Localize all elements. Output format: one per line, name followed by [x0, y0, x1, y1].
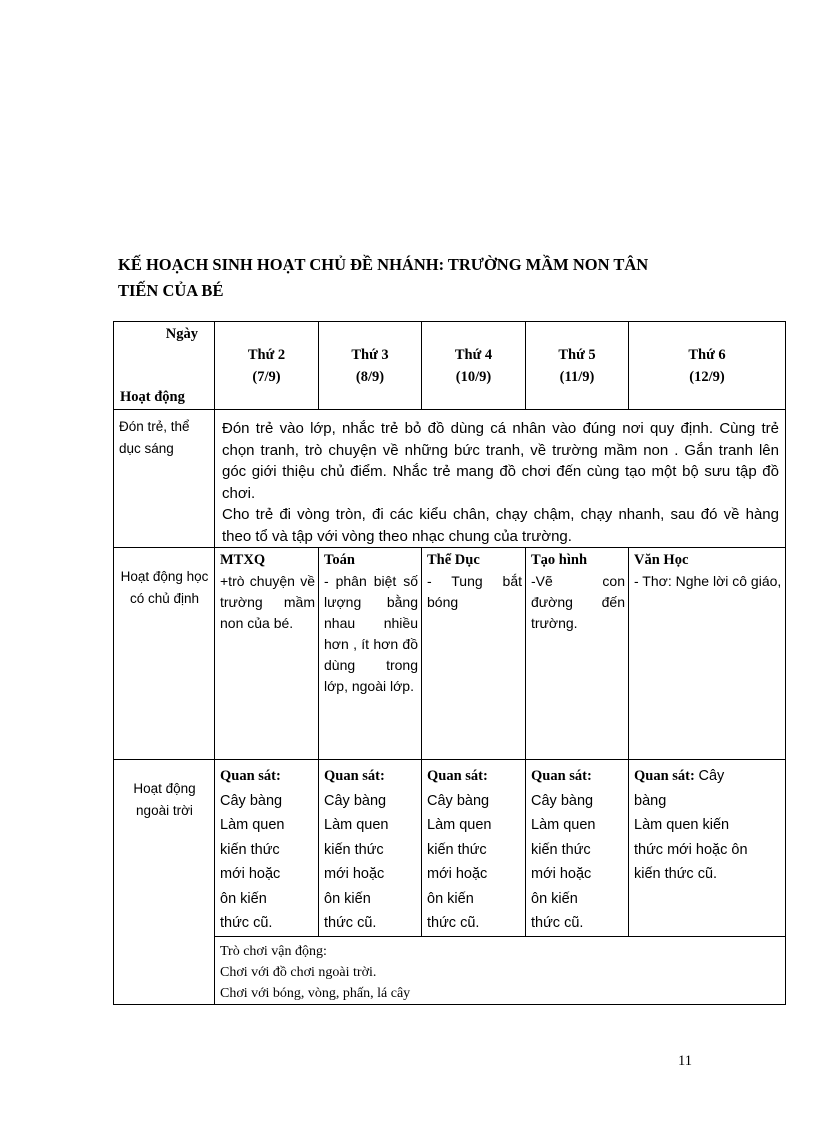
outdoor-row — [114, 760, 786, 937]
day-header-fri: Thứ 6 (12/9) — [629, 322, 786, 410]
observe-label: Quan sát: — [427, 768, 488, 784]
morning-label: Đón trẻ, thể dục sáng — [114, 410, 215, 548]
learning-label: Hoạt động học có chủ định — [114, 548, 215, 760]
learning-wed — [422, 548, 526, 760]
day-header-thu: Thứ 5 (11/9) — [526, 322, 629, 410]
corner-cell — [114, 322, 215, 410]
morning-paragraph-1: Đón trẻ vào lớp, nhắc trẻ bỏ đồ dùng cá nhân vào đúng nơi quy định. Cùng trẻ chọn tranh, trò chuyện về những bức tranh, về trường mầm non . Gắn tranh lên góc giới thiệu chủ điểm. Nhắc trẻ mang đồ chơi đến cùng tạo một bộ sưu tập đồ chơi. — [222, 420, 779, 502]
outdoor-thu: Quan sát: Cây bàng Làm quen kiến thức mới hoặc ôn kiến thức cũ. — [526, 760, 629, 937]
outdoor-tue: Quan sát: Cây bàng Làm quen kiến thức mới hoặc ôn kiến thức cũ. — [319, 760, 422, 937]
subject-text: -Vẽ con đường đến trường. — [531, 573, 625, 631]
subject-title: Văn Học — [634, 552, 689, 568]
subject-text: - Thơ: Nghe lời cô giáo, — [634, 573, 782, 589]
learning-tue — [319, 548, 422, 760]
learning-mon — [215, 548, 319, 760]
observe-label: Quan sát: — [531, 768, 592, 784]
morning-paragraph-2: Cho trẻ đi vòng tròn, đi các kiểu chân, chạy chậm, chạy nhanh, sau đó về hàng theo tổ và tập với vòng theo nhạc chung của trường. — [222, 506, 779, 545]
learning-thu — [526, 548, 629, 760]
page-title — [118, 252, 718, 304]
subject-text: +trò chuyện về trường mầm non của bé. — [220, 573, 315, 631]
outdoor-games — [215, 936, 786, 1004]
header-activity-label: Hoạt động — [120, 389, 185, 405]
day-header-mon: Thứ 2 (7/9) — [215, 322, 319, 410]
outdoor-label: Hoạt động ngoài trời — [114, 760, 215, 1005]
morning-row — [114, 410, 786, 548]
outdoor-mon: Quan sát: Cây bàng Làm quen kiến thức mới hoặc ôn kiến thức cũ. — [215, 760, 319, 937]
header-row — [114, 322, 786, 410]
day-header-tue: Thứ 3 (8/9) — [319, 322, 422, 410]
games-heading: Trò chơi vận động: — [220, 943, 327, 959]
morning-content — [215, 410, 786, 548]
games-line-2: Chơi với bóng, vòng, phấn, lá cây — [220, 985, 411, 1001]
outdoor-wed: Quan sát: Cây bàng Làm quen kiến thức mới hoặc ôn kiến thức cũ. — [422, 760, 526, 937]
observe-label: Quan sát: — [220, 768, 281, 784]
observe-label: Quan sát: — [324, 768, 385, 784]
games-line-1: Chơi với đồ chơi ngoài trời. — [220, 964, 377, 980]
subject-title: MTXQ — [220, 552, 266, 568]
subject-text: - Tung bắt bóng — [427, 573, 522, 610]
page-number: 11 — [678, 1053, 692, 1069]
learning-fri — [629, 548, 786, 760]
subject-text: - phân biệt số lượng bằng nhau nhiều hơn , ít hơn đồ dùng trong lớp, ngoài lớp. — [324, 573, 418, 694]
title-line-1: KẾ HOẠCH SINH HOẠT CHỦ ĐỀ NHÁNH: TRƯỜNG MẦM NON TÂN — [118, 255, 649, 274]
title-line-2: TIẾN CỦA BÉ — [118, 281, 224, 300]
games-row — [114, 936, 786, 1004]
subject-title: Tạo hình — [531, 552, 588, 568]
activity-plan-table — [113, 321, 786, 1005]
day-header-wed: Thứ 4 (10/9) — [422, 322, 526, 410]
subject-title: Thể Dục — [427, 552, 480, 568]
observe-label: Quan sát: — [634, 768, 695, 784]
outdoor-fri: Quan sát: Cây bàng Làm quen kiến thức mới hoặc ôn kiến thức cũ. — [629, 760, 786, 937]
header-day-label: Ngày — [165, 326, 198, 342]
learning-row — [114, 548, 786, 760]
subject-title: Toán — [324, 552, 355, 568]
